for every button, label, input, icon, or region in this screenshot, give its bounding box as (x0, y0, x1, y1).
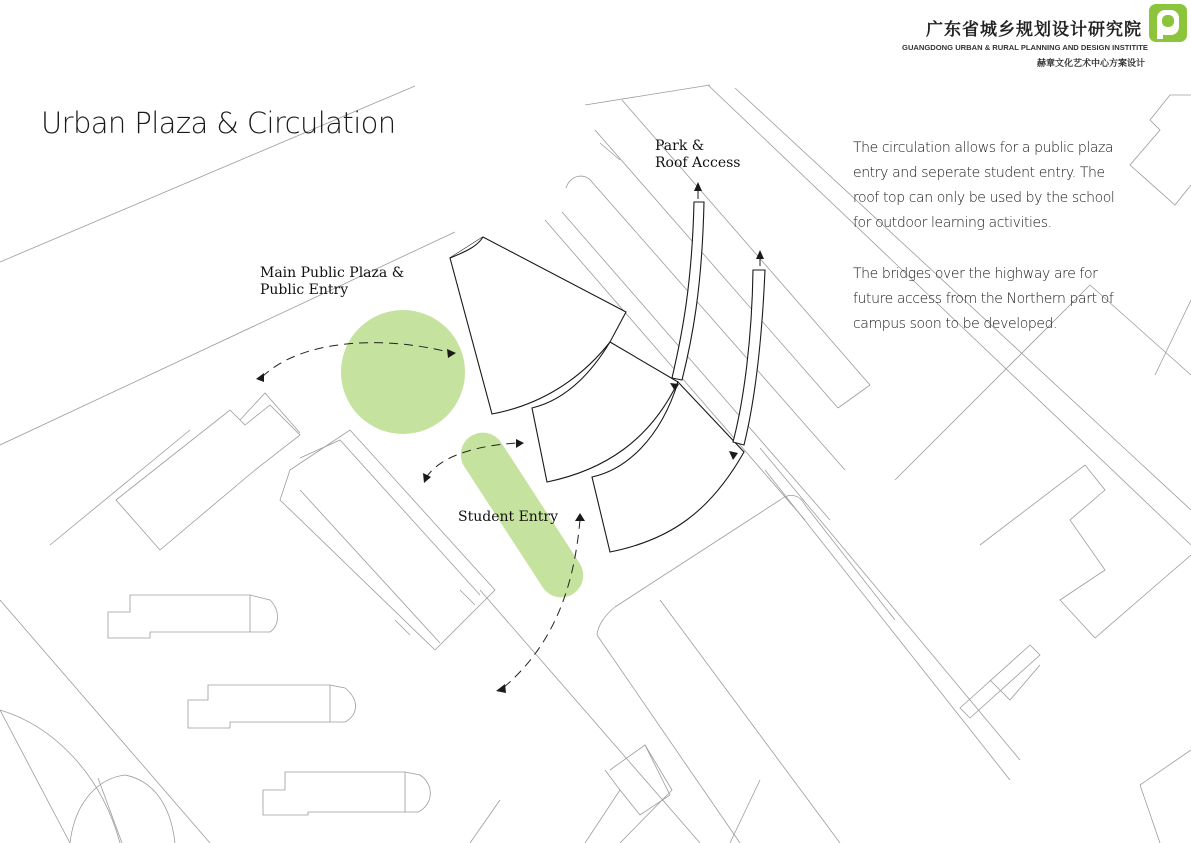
project-name-cn: 赫章文化艺术中心方案设计 (1036, 59, 1145, 69)
plaza-label-line-1: Main Public Plaza & (260, 265, 405, 281)
park-label-line-2: Roof Access (655, 155, 741, 171)
note-paragraph-1: The circulation allows for a public plaza entry and seperate student entry. The roof top can only be used by the school for outdoor learning activities. (853, 140, 1115, 231)
bridges-note (853, 262, 1123, 337)
plaza-label-line-2: Public Entry (260, 282, 349, 298)
park-roof-access-label (655, 138, 740, 172)
logo-letter: p (1167, 25, 1169, 26)
institute-logo (1148, 3, 1188, 43)
park-label-line-1: Park & (655, 138, 705, 154)
student-label: Student Entry (458, 509, 559, 525)
circulation-note (853, 136, 1123, 236)
note-paragraph-2: The bridges over the highway are for future access from the Northern part of campus soon to be developed. (853, 266, 1114, 332)
student-entry-label (458, 509, 558, 526)
institute-name-en: GUANGDONG URBAN & RURAL PLANNING AND DESIGN INSTITITE (902, 43, 1148, 52)
main-plaza-green (341, 310, 465, 434)
page-title: Urban Plaza & Circulation (41, 106, 396, 140)
institute-name-cn: 广东省城乡规划设计研究院 (926, 20, 1142, 40)
public-plaza-label (260, 265, 404, 299)
